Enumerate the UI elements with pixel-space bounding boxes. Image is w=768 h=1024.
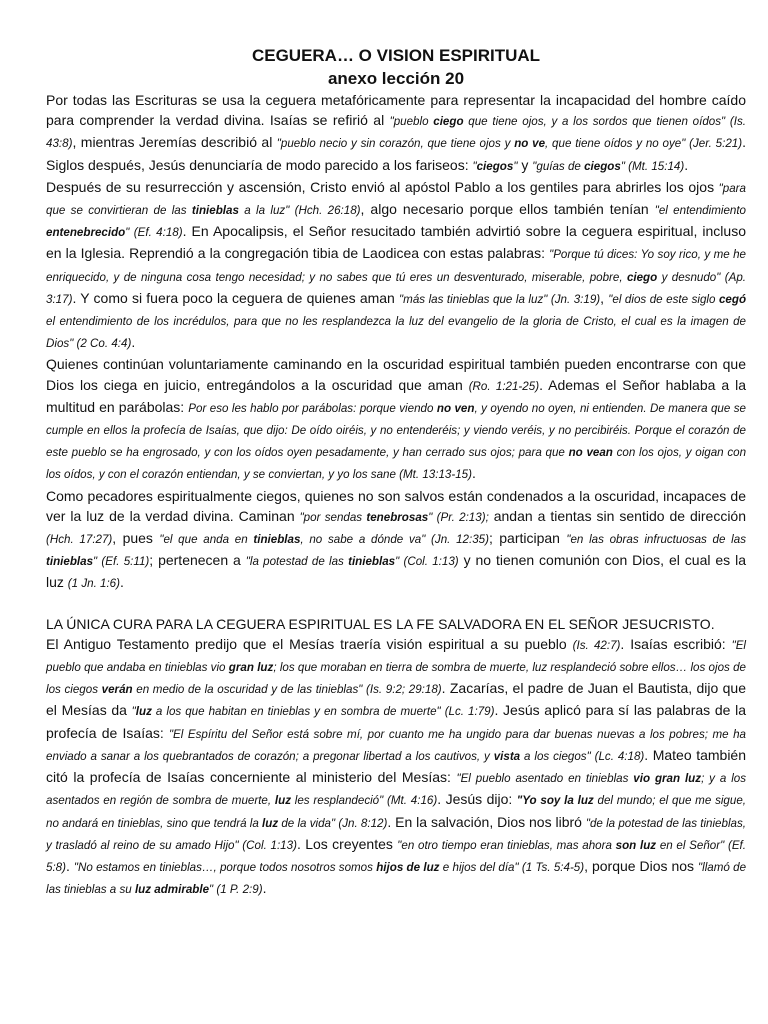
text-run: a los ciegos" (Lc. 4:18) <box>520 749 645 763</box>
text-run: hijos de luz <box>376 860 440 874</box>
text-run: Quienes continúan voluntariamente caminando en la oscuridad espiritual también pueden encontrarse con que Dios los ciega en juicio, entregándolos a la oscuridad que aman <box>46 356 746 393</box>
text-run: "Porque tú dices: Yo soy rico, y me he enriquecido, y de ninguna cosa tengo necesidad; y no sabes que tú eres un desventurado, miserable, pobre, <box>46 248 746 284</box>
text-run: "pueblo <box>389 115 434 129</box>
text-run: . En Apocalipsis, el Señor resucitado también advirtió sobre la ceguera espiritual, incluso en la Iglesia. Reprendió a la congregación tibia de Laodicea con estas palabras: <box>46 223 746 262</box>
text-run: "el entendimiento <box>654 204 747 218</box>
text-run: andan a tientas sin sentido de dirección <box>488 507 746 524</box>
text-run: "en otro tiempo eran tinieblas, mas ahora <box>397 838 616 852</box>
text-run: "el dios de este siglo <box>608 292 719 306</box>
text-run: (Hch. 17:27) <box>46 533 113 547</box>
text-run: . <box>684 156 689 173</box>
text-run: "por sendas <box>299 510 367 524</box>
text-run: " <box>131 705 136 719</box>
text-run: ciegos <box>476 159 514 173</box>
text-run: . Siglos después, Jesús denunciaría de modo parecido a los fariseos: <box>46 134 746 173</box>
text-run: del mundo; el que me sigue, no andará en tinieblas, sino que tendrá la <box>46 794 747 830</box>
text-run: tinieblas <box>253 533 301 547</box>
text-run: y no tienen comunión con Dios, el cual es la luz <box>46 552 747 591</box>
text-run: . Y como si fuera poco la ceguera de quienes aman <box>72 289 400 306</box>
text-run: cegó <box>718 292 747 306</box>
text-run: son luz <box>615 838 657 852</box>
text-run: (Ro. 1:21-25) <box>468 379 540 393</box>
text-run: ; los que moraban en tierra de sombra de muerte, luz resplandeció sobre ellos… los ojos de los ciegos <box>46 661 747 697</box>
text-run: no ve <box>514 137 546 151</box>
text-run: . <box>131 334 136 351</box>
text-run: . <box>120 574 124 591</box>
text-run: . <box>65 857 74 874</box>
text-run: "de la potestad de las tinieblas, y trasladó al reino de su amado Hijo" (Col. 1:13) <box>46 816 746 852</box>
text-run: vista <box>493 749 521 763</box>
paragraph-1 <box>46 90 746 177</box>
text-run: (1 Jn. 1:6) <box>67 577 120 591</box>
text-run: "más las tinieblas que la luz" (Jn. 3:19) <box>399 292 601 306</box>
text-run: luz <box>262 816 279 830</box>
text-run: . <box>471 465 476 482</box>
text-run: , y oyendo no oyen, ni entienden. De manera que se cumple en ellos la profecía de Isaías, que dijo: De oído oiréis, y no entenderéis; y viendo veréis, y no percibiréis. Porque el corazón de este pueblo se ha engrosado, y con los oídos oyen pesadamente, y han cerrado sus ojos; para que <box>46 401 747 460</box>
text-run: "para que se convirtieran de las <box>46 181 746 218</box>
text-run: "llamó de las tinieblas a su <box>46 860 747 897</box>
text-run: " (1 P. 2:9) <box>209 883 263 897</box>
text-run: " (Ef. 4:18) <box>125 226 183 240</box>
text-run: "Yo soy la luz <box>516 794 594 808</box>
paragraph-5 <box>46 634 746 900</box>
document-subtitle: anexo lección 20 <box>327 69 465 88</box>
text-run: de la vida" (Jn. 8:12) <box>278 816 388 830</box>
text-run: con los ojos, y oigan con los oídos, y con el corazón entiendan, y se conviertan, y yo los sane (Mt. 13:13-15) <box>46 446 747 482</box>
text-run: " (Ef. 5:11) <box>93 555 150 569</box>
text-run: que tiene ojos, y a los sordos que tienen oídos" (Is. 43:8) <box>46 115 746 151</box>
text-run: "guías de <box>532 159 585 173</box>
text-run: ; pertenecen a <box>149 552 246 569</box>
text-run: , algo necesario porque ellos también tenían <box>360 201 655 218</box>
text-run: tinieblas <box>191 204 239 218</box>
document-title: CEGUERA… O VISION ESPIRITUAL <box>251 46 541 65</box>
text-run: luz admirable <box>134 883 210 897</box>
text-run: Por eso les hablo por parábolas: porque viendo <box>188 401 437 415</box>
text-run: ciego <box>433 115 464 129</box>
text-run: . Jesús aplicó para sí las palabras de la profecía de Isaías: <box>46 702 747 741</box>
paragraph-2 <box>46 177 746 355</box>
text-run: . Ademas el Señor hablaba a la multitud en parábolas: <box>46 376 747 415</box>
text-run: , mientras Jeremías describió al <box>72 134 277 151</box>
text-run: tinieblas <box>46 555 94 569</box>
text-run: e hijos del día" (1 Ts. 5:4-5) <box>439 860 585 874</box>
text-run: Como pecadores espiritualmente ciegos, quienes no son salvos están condenados a la oscuridad, incapaces de ver la luz de la verdad divina. Caminan <box>46 487 746 524</box>
text-run: Después de su resurrección y ascensión, Cristo envió al apóstol Pablo a los gentiles para abrirles los ojos <box>46 178 719 195</box>
text-run: "El pueblo asentado en tinieblas <box>456 772 634 786</box>
text-run: luz <box>135 705 152 719</box>
text-run: "pueblo necio y sin corazón, que tiene ojos y <box>276 137 515 151</box>
text-run: , <box>600 289 609 306</box>
text-run: "en las obras infructuosas de las <box>566 533 746 547</box>
text-run: El Antiguo Testamento predijo que el Mesías traería visión espiritual a su pueblo <box>46 635 573 652</box>
text-run: " (Pr. 2:13); <box>428 510 489 524</box>
text-run: tinieblas <box>348 555 396 569</box>
text-run: tenebrosas <box>366 510 429 524</box>
text-run: "el que anda en <box>159 533 254 547</box>
text-run: . Jesús dijo: <box>437 791 517 808</box>
text-run: . Isaías escribió: <box>620 635 732 652</box>
text-run: y <box>517 156 533 173</box>
text-run: el entendimiento de los incrédulos, para que no les resplandezca la luz del evangelio de la gloria de Cristo, el cual es la imagen de Dios" (2 Co. 4:4) <box>46 315 746 351</box>
text-run: en medio de la oscuridad y de las tinieblas" (Is. 9:2; 29:18) <box>132 683 442 697</box>
text-run: . En la salvación, Dios nos libró <box>387 813 586 830</box>
text-run: vio gran luz <box>633 772 702 786</box>
text-run: . Los creyentes <box>296 835 398 852</box>
text-run: " (Col. 1:13) <box>395 555 459 569</box>
text-run: les resplandeció" (Mt. 4:16) <box>291 794 438 808</box>
text-run: a la luz" (Hch. 26:18) <box>238 204 361 218</box>
text-run: " <box>513 159 518 173</box>
text-run: Por todas las Escrituras se usa la ceguera metafóricamente para representar la incapacidad del hombre caído para comprender la verdad divina. Isaías se refirió al <box>46 92 746 129</box>
text-run: (Is. 42:7) <box>572 638 621 652</box>
text-run: " <box>472 159 477 173</box>
text-run: entenebrecido <box>46 226 126 240</box>
text-run: ; y a los asentados en región de sombra de muerte, <box>46 772 747 808</box>
text-run: en el Señor" (Ef. 5:8) <box>46 838 746 874</box>
text-run: , pues <box>112 530 160 547</box>
text-run: , no sabe a dónde va" (Jn. 12:35) <box>300 533 489 547</box>
text-run: luz <box>274 794 291 808</box>
text-run: ; participan <box>488 530 567 547</box>
paragraph-4 <box>46 486 746 595</box>
text-run: "No estamos en tinieblas…, porque todos nosotros somos <box>73 860 377 874</box>
text-run: . <box>262 880 267 897</box>
text-run: no ven <box>436 401 475 415</box>
text-run: a los que habitan en tinieblas y en sombra de muerte" (Lc. 1:79) <box>151 705 495 719</box>
text-run: gran luz <box>228 661 274 675</box>
text-run: "la potestad de las <box>245 555 349 569</box>
text-run: " (Mt. 15:14) <box>620 159 685 173</box>
text-run: ciego <box>626 270 658 284</box>
text-run: . Mateo también citó la profecía de Isaías concerniente al ministerio del Mesías: <box>46 746 746 786</box>
text-run: . Zacarías, el padre de Juan el Bautista, dijo que el Mesías da <box>46 680 747 719</box>
text-run: , porque Dios nos <box>584 857 699 874</box>
text-run: ciegos <box>584 159 621 173</box>
text-run: , que tiene oídos y no oye" (Jer. 5:21) <box>545 137 743 151</box>
section-heading: LA ÚNICA CURA PARA LA CEGUERA ESPIRITUAL ES LA FE SALVADORA EN EL SEÑOR JESUCRISTO. <box>46 615 715 632</box>
text-run: verán <box>101 683 133 697</box>
text-run: no vean <box>568 446 613 460</box>
paragraph-3 <box>46 354 746 485</box>
text-run: "El pueblo que andaba en tinieblas vio <box>46 638 747 675</box>
text-run: y desnudo" (Ap. 3:17) <box>46 270 746 306</box>
text-run: "El Espíritu del Señor está sobre mí, por cuanto me ha ungido para dar buenas nuevas a los pobres; me ha enviado a sanar a los quebrantados de corazón; a pregonar libertad a los cautivos, y <box>46 727 746 763</box>
